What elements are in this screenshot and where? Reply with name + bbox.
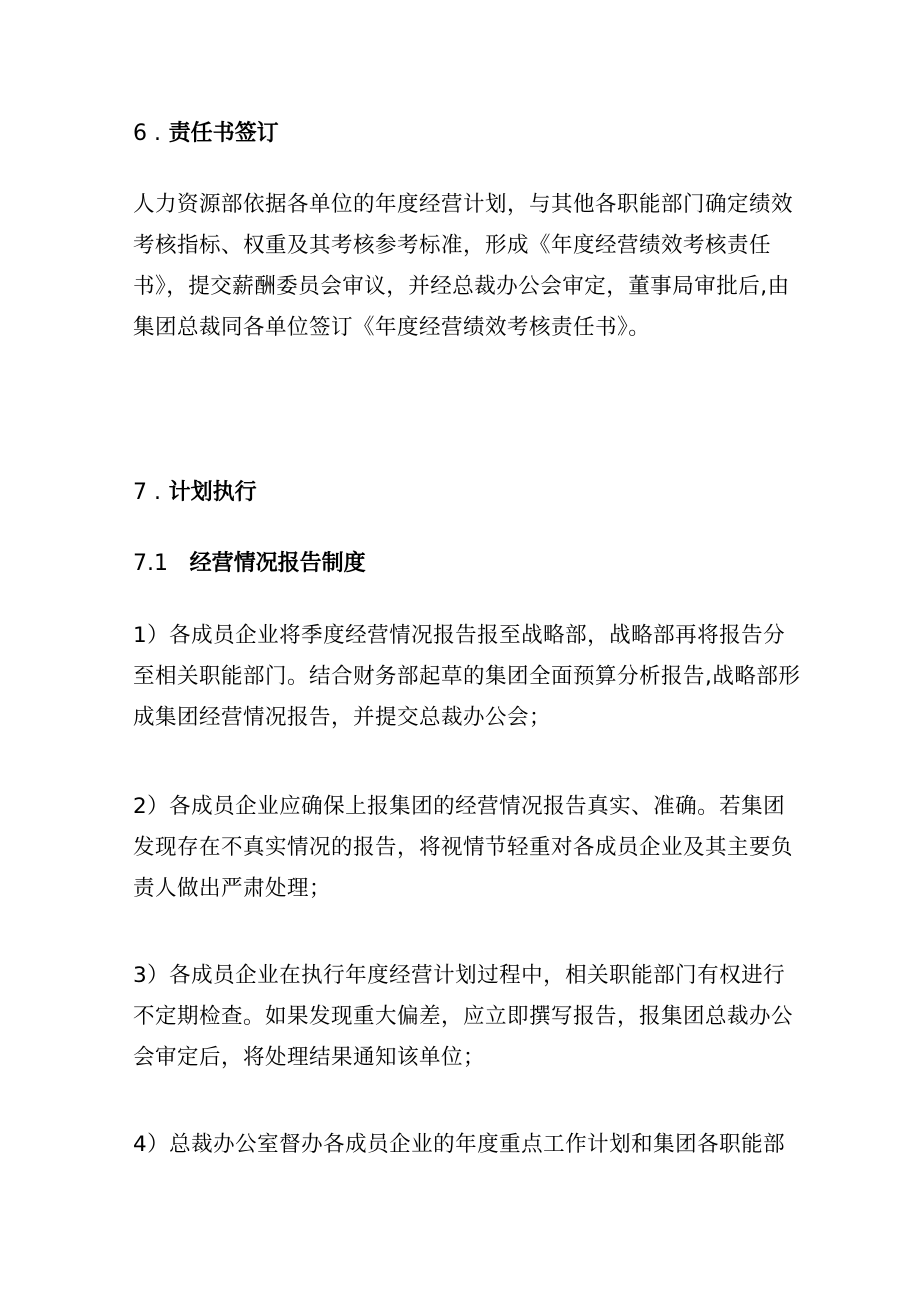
paragraph-line: 至相关职能部门。结合财务部起草的集团全面预算分析报告,战略部形 (133, 664, 801, 689)
section-6-title: 责任书签订 (168, 121, 279, 146)
section-7-1-number: 7.1 (133, 551, 168, 576)
section-7-heading (133, 479, 257, 507)
section-6-heading (133, 120, 279, 148)
paragraph-line: 会审定后，将处理结果通知该单位； (133, 1045, 486, 1070)
paragraph-line: 4）总裁办公室督办各成员企业的年度重点工作计划和集团各职能部 (133, 1132, 786, 1157)
paragraph-line: 成集团经营情况报告，并提交总裁办公会； (133, 705, 552, 730)
paragraph-line: 考核指标、权重及其考核参考标准，形成《年度经营绩效考核责任 (133, 233, 772, 258)
paragraph-line: 集团总裁同各单位签订《年度经营绩效考核责任书》。 (133, 315, 651, 340)
paragraph-line: 责人做出严肃处理； (133, 876, 332, 901)
section-6-number: 6 . (133, 121, 161, 146)
paragraph-line: 2）各成员企业应确保上报集团的经营情况报告真实、准确。若集团 (133, 794, 786, 819)
section-7-number: 7 . (133, 480, 161, 505)
paragraph-line: 1）各成员企业将季度经营情况报告报至战略部，战略部再将报告分 (133, 623, 786, 648)
list-item-2 (133, 786, 793, 909)
section-7-1-title: 经营情况报告制度 (189, 551, 366, 576)
paragraph-line: 3）各成员企业在执行年度经营计划过程中，相关职能部门有权进行 (133, 963, 786, 988)
paragraph-line: 不定期检查。如果发现重大偏差，应立即撰写报告，报集团总裁办公 (133, 1004, 794, 1029)
list-item-3 (133, 955, 793, 1078)
section-7-1-heading (133, 550, 366, 578)
paragraph-line: 发现存在不真实情况的报告，将视情节轻重对各成员企业及其主要负 (133, 835, 794, 860)
paragraph-line: 书》，提交薪酬委员会审议，并经总裁办公会审定，董事局审批后,由 (133, 274, 790, 299)
section-6-paragraph (133, 184, 793, 348)
section-7-title: 计划执行 (168, 480, 257, 505)
paragraph-line: 人力资源部依据各单位的年度经营计划，与其他各职能部门确定绩效 (133, 192, 794, 217)
list-item-1 (133, 615, 801, 738)
list-item-4 (133, 1124, 793, 1165)
